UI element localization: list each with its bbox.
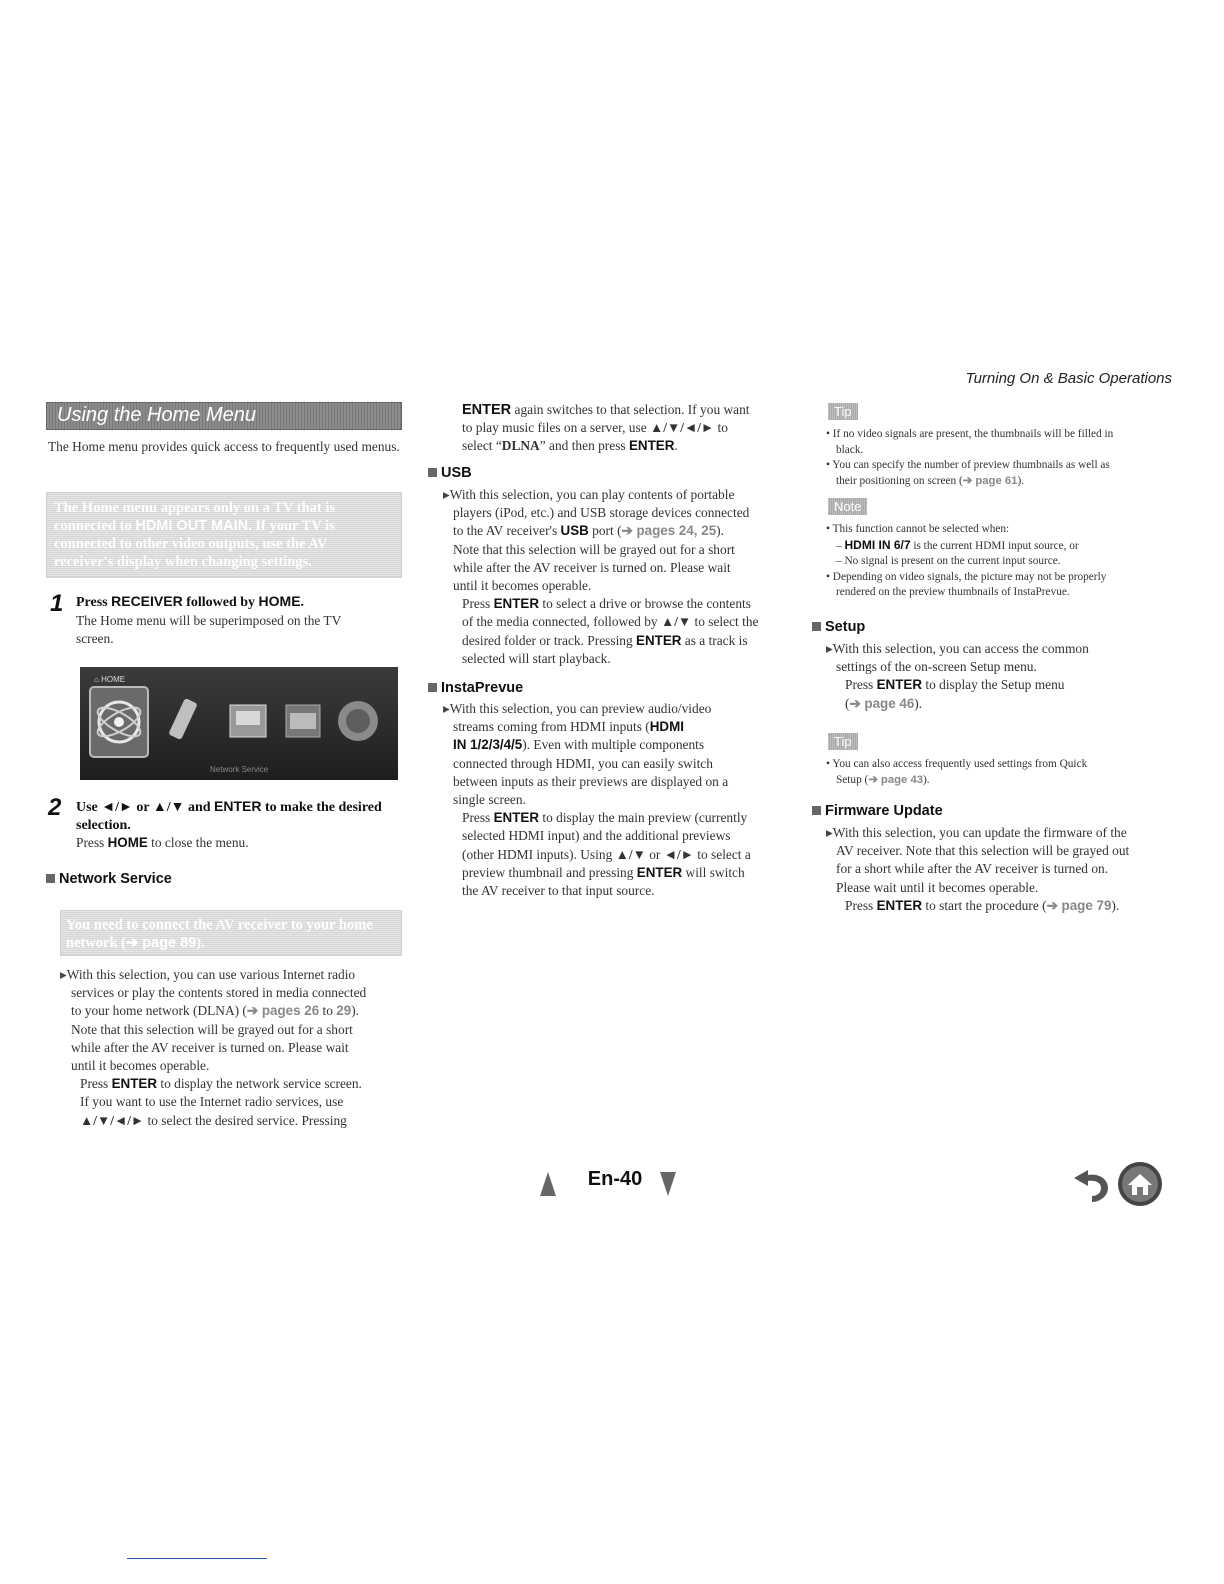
page-89-link[interactable]: ➔ page 89 xyxy=(126,935,197,951)
step-1-heading: Press RECEIVER followed by HOME. xyxy=(76,593,305,610)
tip-1-body: • If no video signals are present, the thumbnails will be filled in black. • You can specify the number of preview thumbnails as well as their positioning on screen (➔ page 61). xyxy=(826,428,1114,487)
network-service-body: ▸With this selection, you can use various Internet radio services or play the contents stored in media connected to your home network (DLNA) (➔ pages 26 to 29). Note that this selection will be grayed out for a short while after the AV receiver is turned on. Please wait until it becomes operable. Press ENTER to display the network service screen. If you want to use the Internet radio services, use ▲/▼/◄/► to select the desired service. Pressing xyxy=(60,967,367,1128)
home-menu-screenshot xyxy=(80,667,398,780)
notice-line-3: connected to other video outputs, use the AV xyxy=(54,536,328,552)
bullet-square-icon xyxy=(428,683,437,692)
tip-badge-2: Tip xyxy=(828,733,858,751)
instaprevue-body: ▸With this selection, you can preview audio/video streams coming from HDMI inputs (HDMI IN 1/2/3/4/5). Even with multiple components connected through HDMI, you can easily switch between inputs as their previews are displayed on a single screen. Press ENTER to display the main preview (currently selected HDMI input) and the additional previews (other HDMI inputs). Using ▲/▼ or ◄/► to select a preview thumbnail and pressing ENTER will switch the AV receiver to that input source. xyxy=(443,701,751,899)
section-header: Turning On & Basic Operations xyxy=(965,370,1172,387)
page-79-link[interactable]: ➔ page 79 xyxy=(1046,897,1112,913)
footer-rule xyxy=(127,1558,267,1559)
home-icon: ⌂ xyxy=(94,675,99,684)
notice-line-2a: connected to xyxy=(54,518,136,534)
setup-body: ▸With this selection, you can access the common settings of the on-screen Setup menu. Press ENTER to display the Setup menu (➔ page 46). xyxy=(826,641,1089,711)
intro-text: The Home menu provides quick access to frequently used menus. xyxy=(48,439,400,454)
page-navigation xyxy=(540,1166,690,1200)
bullet-square-icon xyxy=(812,806,821,815)
back-arrow-icon[interactable] xyxy=(1074,1170,1108,1202)
triangle-bullet-icon: ▸ xyxy=(443,487,450,502)
page-61-link[interactable]: ➔ page 61 xyxy=(962,474,1018,487)
home-icon[interactable] xyxy=(1118,1162,1162,1206)
page-number: En-40 xyxy=(587,1168,643,1190)
step-2-number: 2 xyxy=(48,794,62,821)
step-1-description: The Home menu will be superimposed on the TV screen. xyxy=(76,613,342,647)
previous-page-arrow-icon[interactable] xyxy=(540,1172,556,1196)
home-screen-label: ⌂ HOME xyxy=(94,675,126,684)
page-29-link[interactable]: 29 xyxy=(336,1003,352,1019)
usb-body: ▸With this selection, you can play contents of portable players (iPod, etc.) and USB storage devices connected to the AV receiver's USB port (➔ pages 24, 25). Note that this selection will be grayed out for a short while after the AV receiver is turned on. Please wait until it becomes operable. Press ENTER to select a drive or browse the contents of the media connected, followed by ▲/▼ to select the desired folder or track. Pressing ENTER as a track is selected will start playback. xyxy=(443,487,759,666)
notice-hdmi-out: HDMI OUT MAIN xyxy=(135,518,249,534)
shaded-notice xyxy=(46,492,402,578)
next-page-arrow-icon[interactable] xyxy=(660,1172,676,1196)
step-2-description: Press HOME to close the menu. xyxy=(76,835,249,850)
page-title xyxy=(46,402,402,430)
notice-line-4: receiver's display when changing settings. xyxy=(54,554,312,570)
notice-line-2c: . If your TV is xyxy=(248,518,335,534)
triangle-bullet-icon: ▸ xyxy=(60,967,67,982)
network-notice: You need to connect the AV receiver to your home network (➔ page 89). xyxy=(60,910,402,956)
firmware-body: ▸With this selection, you can update the firmware of the AV receiver. Note that this selection will be grayed out for a short while after the AV receiver is turned on. Please wait until it becomes operable. Press ENTER to start the procedure (➔ page 79). xyxy=(826,825,1130,913)
enter-key: ENTER xyxy=(214,798,262,814)
network-service-heading: Network Service xyxy=(46,871,172,887)
instaprevue-heading: InstaPrevue xyxy=(428,680,523,696)
col2-continuation: ENTER again switches to that selection. If you want to play music files on a server, use ▲/▼/◄/► to select “DLNA” and then press ENTER. xyxy=(462,402,750,454)
step-1-number: 1 xyxy=(50,590,64,617)
step-2-heading: Use ◄/► or ▲/▼ and ENTER to make the desired selection. xyxy=(76,798,382,833)
page-title-text: Using the Home Menu xyxy=(57,404,256,426)
firmware-heading: Firmware Update xyxy=(812,803,943,819)
note-body: • This function cannot be selected when: – HDMI IN 6/7 is the current HDMI input source, or – No signal is present on the current input source. • Depending on video signals, the picture may not be properly rendered on the preview thumbnails of InstaPrevue. xyxy=(826,523,1107,598)
triangle-bullet-icon: ▸ xyxy=(826,641,833,656)
bullet-square-icon xyxy=(812,622,821,631)
bullet-square-icon xyxy=(428,468,437,477)
pages-24-25-link[interactable]: ➔ pages 24, 25 xyxy=(621,523,717,539)
home-menu-icons xyxy=(80,667,398,780)
receiver-key: RECEIVER xyxy=(111,593,183,609)
note-badge: Note xyxy=(828,498,867,516)
triangle-bullet-icon: ▸ xyxy=(826,825,833,840)
tip-badge-1: Tip xyxy=(828,403,858,421)
usb-heading: USB xyxy=(428,465,472,481)
bullet-square-icon xyxy=(46,874,55,883)
page-43-link[interactable]: ➔ page 43 xyxy=(868,773,924,786)
triangle-bullet-icon: ▸ xyxy=(443,701,450,716)
pages-26-link[interactable]: ➔ pages 26 xyxy=(246,1003,320,1019)
notice-line-1: The Home menu appears only on a TV that is xyxy=(54,500,336,516)
home-screen-caption: Network Service xyxy=(210,765,269,774)
footer-nav-icons xyxy=(1062,1158,1172,1208)
home-key: HOME xyxy=(258,593,301,609)
setup-heading: Setup xyxy=(812,619,865,635)
tip-2-body: • You can also access frequently used settings from Quick Setup (➔ page 43). xyxy=(826,758,1088,786)
page-46-link[interactable]: ➔ page 46 xyxy=(849,695,915,711)
